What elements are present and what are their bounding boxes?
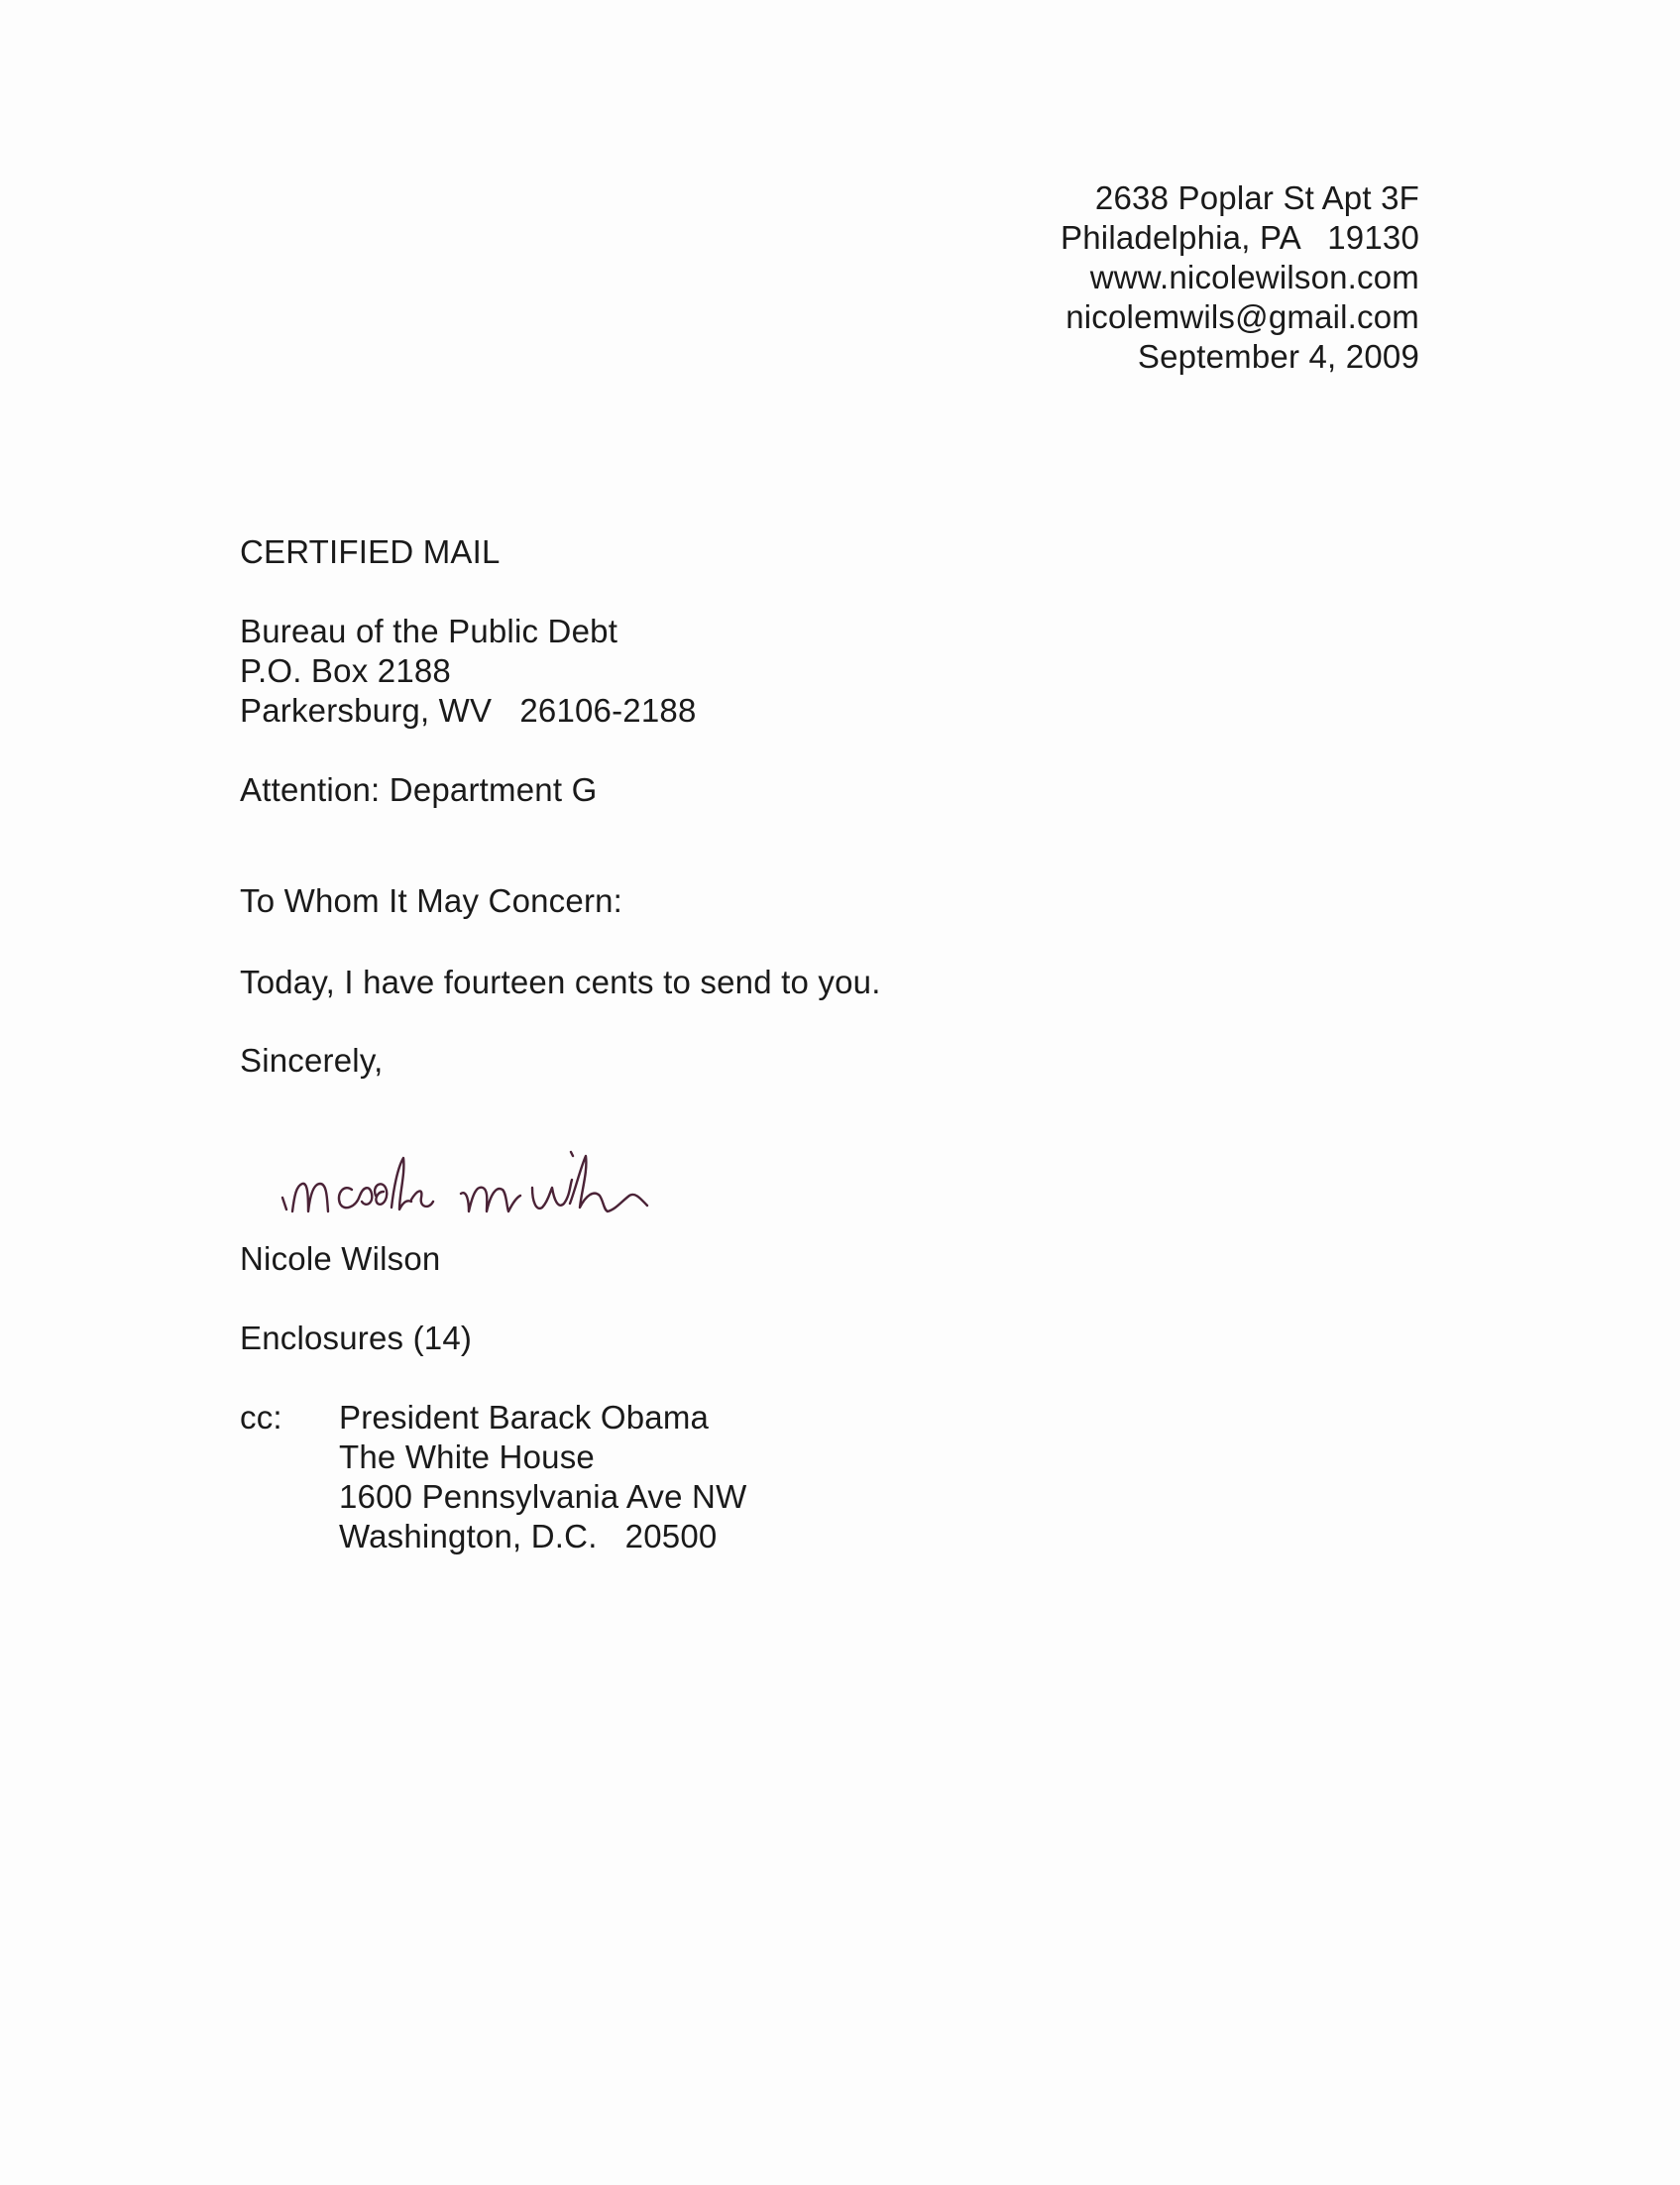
- sender-address-line2: Philadelphia, PA 19130: [1061, 219, 1419, 256]
- cc-line-1: President Barack Obama: [339, 1399, 710, 1436]
- recipient-name: Bureau of the Public Debt: [240, 613, 618, 649]
- recipient-city-state-zip: Parkersburg, WV 26106-2188: [240, 692, 697, 729]
- sender-email: nicolemwils@gmail.com: [1065, 298, 1419, 335]
- cc-line-2: The White House: [339, 1438, 595, 1475]
- attention-line: Attention: Department G: [240, 771, 598, 808]
- sender-website: www.nicolewilson.com: [1089, 259, 1419, 295]
- mail-type: CERTIFIED MAIL: [240, 533, 501, 570]
- salutation: To Whom It May Concern:: [240, 882, 623, 919]
- cc-line-3: 1600 Pennsylvania Ave NW: [339, 1478, 747, 1515]
- cc-line-4: Washington, D.C. 20500: [339, 1518, 718, 1554]
- handwritten-signature: [273, 1130, 788, 1234]
- signer-name: Nicole Wilson: [240, 1240, 441, 1277]
- closing: Sincerely,: [240, 1042, 384, 1079]
- recipient-po-box: P.O. Box 2188: [240, 652, 451, 689]
- body-text: Today, I have fourteen cents to send to you.: [240, 964, 881, 1000]
- enclosures-line: Enclosures (14): [240, 1320, 473, 1356]
- cc-label: cc:: [240, 1399, 282, 1436]
- letter-date: September 4, 2009: [1137, 338, 1419, 375]
- sender-address-line1: 2638 Poplar St Apt 3F: [1094, 179, 1419, 216]
